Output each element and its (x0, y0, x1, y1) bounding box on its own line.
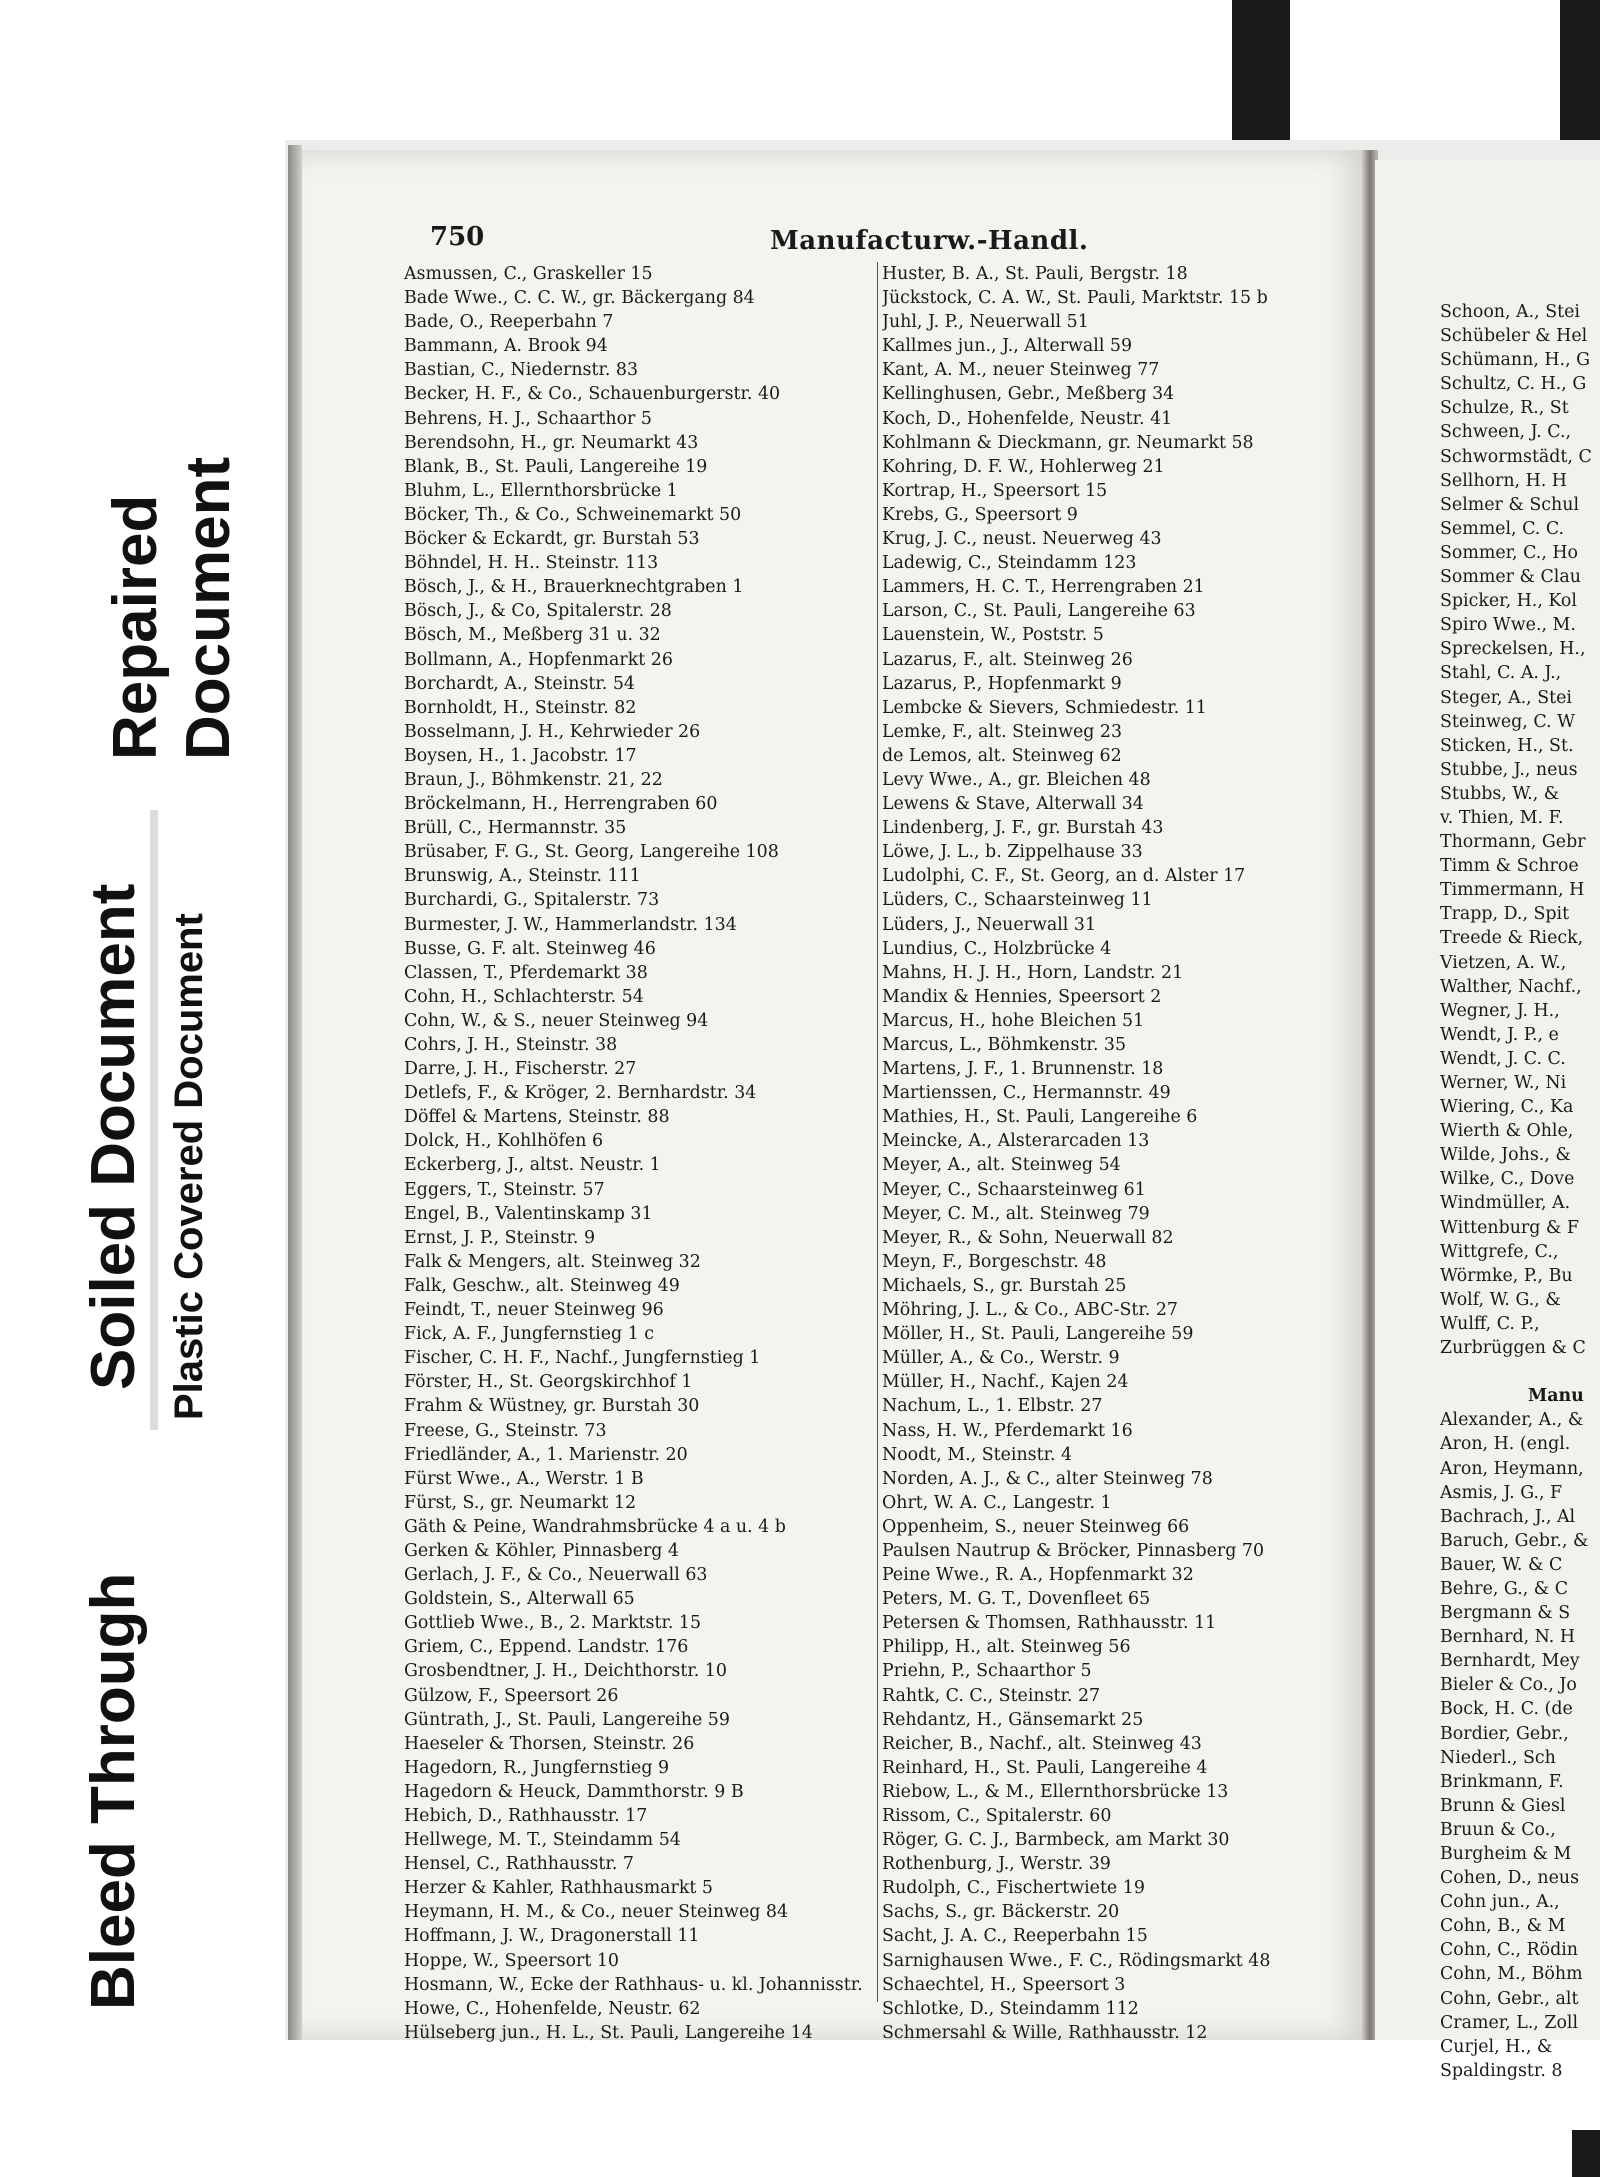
directory-entry: Lammers, H. C. T., Herrengraben 21 (882, 577, 1205, 598)
directory-entry: Manu (1528, 1386, 1584, 1407)
column-divider (877, 262, 878, 2002)
directory-entry: Meincke, A., Alsterarcaden 13 (882, 1131, 1150, 1152)
directory-entry: Nass, H. W., Pferdemarkt 16 (882, 1420, 1133, 1441)
directory-entry: Fürst, S., gr. Neumarkt 12 (404, 1492, 637, 1513)
directory-entry: Hagedorn, R., Jungfernstieg 9 (404, 1757, 670, 1778)
page-heading: Manufacturw.-Handl. (770, 226, 1089, 256)
directory-entry: Fürst Wwe., A., Werstr. 1 B (404, 1468, 644, 1489)
directory-entry: Bluhm, L., Ellernthorsbrücke 1 (404, 480, 678, 501)
directory-entry: Niederl., Sch (1440, 1747, 1556, 1768)
directory-entry: Lüders, J., Neuerwall 31 (882, 914, 1097, 935)
directory-entry: Bernhard, N. H (1440, 1627, 1575, 1648)
directory-entry: Trapp, D., Spit (1440, 904, 1570, 925)
directory-entry: Michaels, S., gr. Burstah 25 (882, 1275, 1127, 1296)
directory-entry: Mandix & Hennies, Speersort 2 (882, 986, 1162, 1007)
directory-entry: Bornholdt, H., Steinstr. 82 (404, 697, 637, 718)
directory-entry: Lindenberg, J. F., gr. Burstah 43 (882, 818, 1164, 839)
directory-entry: Philipp, H., alt. Steinweg 56 (882, 1637, 1131, 1658)
directory-entry: Dolck, H., Kohlhöfen 6 (404, 1131, 604, 1152)
directory-entry: Freese, G., Steinstr. 73 (404, 1420, 607, 1441)
directory-entry: Wittenburg & F (1440, 1217, 1579, 1238)
directory-entry: Müller, A., & Co., Werstr. 9 (882, 1348, 1120, 1369)
directory-entry: Kohring, D. F. W., Hohlerweg 21 (882, 456, 1165, 477)
directory-entry: Aron, Heymann, (1440, 1458, 1584, 1479)
directory-entry: Bösch, J., & H., Brauerknechtgraben 1 (404, 577, 744, 598)
directory-entry: Cohn, B., & M (1440, 1916, 1566, 1937)
directory-entry: Lembcke & Sievers, Schmiedestr. 11 (882, 697, 1207, 718)
directory-entry: Herzer & Kahler, Rathhausmarkt 5 (404, 1878, 713, 1899)
directory-entry: Hebich, D., Rathhausstr. 17 (404, 1806, 648, 1826)
directory-entry: Haeseler & Thorsen, Steinstr. 26 (404, 1733, 695, 1754)
directory-entry: Alexander, A., & (1440, 1410, 1584, 1431)
directory-entry: Cohn, W., & S., neuer Steinweg 94 (404, 1010, 709, 1031)
directory-entry: Bade, O., Reeperbahn 7 (404, 312, 614, 333)
directory-entry: Lewens & Stave, Alterwall 34 (882, 794, 1144, 815)
directory-entry: Spicker, H., Kol (1440, 591, 1577, 612)
directory-entry: Hagedorn & Heuck, Dammthorstr. 9 B (404, 1781, 744, 1802)
directory-entry: Lazarus, F., alt. Steinweg 26 (882, 649, 1133, 670)
directory-entry: Engel, B., Valentinskamp 31 (404, 1203, 653, 1224)
scan-corner-bar (1572, 2130, 1600, 2177)
directory-entry: Schwormstädt, C (1440, 446, 1592, 467)
directory-entry: Sarnighausen Wwe., F. C., Rödingsmarkt 48 (882, 1950, 1271, 1971)
directory-entry: Schlotke, D., Steindamm 112 (882, 1998, 1139, 2019)
directory-entry: Krebs, G., Speersort 9 (882, 504, 1078, 525)
directory-entry: Zurbrüggen & C (1440, 1338, 1586, 1359)
directory-entry: Eggers, T., Steinstr. 57 (404, 1179, 605, 1200)
page-number: 750 (430, 222, 485, 252)
directory-entry: Paulsen Nautrup & Bröcker, Pinnasberg 70 (882, 1540, 1265, 1561)
directory-entry: Eckerberg, J., altst. Neustr. 1 (404, 1155, 661, 1176)
directory-entry: Förster, H., St. Georgskirchhof 1 (404, 1372, 693, 1393)
directory-entry: Kortrap, H., Speersort 15 (882, 480, 1108, 501)
directory-entry: Martens, J. F., 1. Brunnenstr. 18 (882, 1059, 1164, 1080)
directory-entry: Behre, G., & C (1440, 1578, 1569, 1599)
directory-entry: Cohen, D., neus (1440, 1868, 1580, 1889)
directory-entry: Bösch, J., & Co, Spitalerstr. 28 (404, 601, 672, 622)
directory-entry: Peine Wwe., R. A., Hopfenmarkt 32 (882, 1565, 1194, 1586)
directory-entry: Sommer, C., Ho (1440, 542, 1579, 563)
directory-entry: Schoon, A., Stei (1440, 302, 1580, 322)
directory-entry: Fick, A. F., Jungfernstieg 1 c (404, 1324, 655, 1345)
directory-entry: Bruun & Co., (1440, 1819, 1556, 1840)
directory-entry: Wulff, C. P., (1440, 1313, 1540, 1334)
directory-entry: Asmis, J. G., F (1440, 1482, 1563, 1503)
directory-entry: Schmersahl & Wille, Rathhausstr. 12 (882, 2022, 1208, 2043)
directory-entry: Burgheim & M (1440, 1844, 1572, 1864)
directory-entry: Meyer, C. M., alt. Steinweg 79 (882, 1203, 1150, 1224)
directory-entry: Wierth & Ohle, (1440, 1121, 1574, 1142)
directory-entry: Rissom, C., Spitalerstr. 60 (882, 1806, 1112, 1826)
directory-entry: Böcker & Eckardt, gr. Burstah 53 (404, 529, 700, 550)
directory-entry: Kant, A. M., neuer Steinweg 77 (882, 360, 1160, 381)
directory-entry: Falk, Geschw., alt. Steinweg 49 (404, 1275, 680, 1296)
directory-entry: Röger, G. C. J., Barmbeck, am Markt 30 (882, 1830, 1230, 1851)
directory-entry: Steinweg, C. W (1440, 711, 1575, 732)
directory-entry: Brunswig, A., Steinstr. 111 (404, 866, 641, 887)
directory-entry: Bammann, A. Brook 94 (404, 336, 608, 357)
directory-entry: Reinhard, H., St. Pauli, Langereihe 4 (882, 1757, 1208, 1778)
directory-entry: Boysen, H., 1. Jacobstr. 17 (404, 745, 637, 766)
directory-entry: Cohn, M., Böhm (1440, 1964, 1583, 1985)
directory-entry: Sacht, J. A. C., Reeperbahn 15 (882, 1926, 1148, 1947)
directory-entry: Timmermann, H (1440, 880, 1585, 901)
directory-entry: Hensel, C., Rathhausstr. 7 (404, 1854, 634, 1875)
directory-entry: Steger, A., Stei (1440, 687, 1572, 708)
soiled-document-text: Soiled Document (79, 883, 148, 1390)
directory-entry: Schween, J. C., (1440, 422, 1571, 443)
directory-entry: Schaechtel, H., Speersort 3 (882, 1974, 1126, 1995)
directory-entry: Riebow, L., & M., Ellernthorsbrücke 13 (882, 1781, 1229, 1802)
directory-entry: Aron, H. (engl. (1440, 1434, 1571, 1455)
directory-entry: Busse, G. F. alt. Steinweg 46 (404, 938, 656, 959)
directory-entry: Friedländer, A., 1. Marienstr. 20 (404, 1444, 688, 1465)
directory-entry: Burchardi, G., Spitalerstr. 73 (404, 890, 660, 911)
directory-entry: Vietzen, A. W., (1440, 952, 1567, 973)
directory-entry: Burmester, J. W., Hammerlandstr. 134 (404, 914, 737, 935)
directory-entry: Mahns, H. J. H., Horn, Landstr. 21 (882, 962, 1184, 983)
directory-entry: Brüsaber, F. G., St. Georg, Langereihe 108 (404, 842, 779, 863)
directory-entry: Meyer, C., Schaarsteinweg 61 (882, 1179, 1146, 1200)
directory-entry: Bernhardt, Mey (1440, 1651, 1580, 1672)
directory-entry: Grosbendtner, J. H., Deichthorstr. 10 (404, 1661, 727, 1682)
directory-entry: Möhring, J. L., & Co., ABC-Str. 27 (882, 1300, 1178, 1321)
directory-entry: Norden, A. J., & C., alter Steinweg 78 (882, 1468, 1213, 1489)
directory-entry: Ludolphi, C. F., St. Georg, an d. Alster 17 (882, 866, 1246, 887)
directory-entry: Bröckelmann, H., Herrengraben 60 (404, 794, 718, 815)
directory-entry: Hülseberg jun., H. L., St. Pauli, Langereihe 14 (404, 2022, 813, 2043)
directory-entry: Wörmke, P., Bu (1440, 1265, 1573, 1286)
next-page-column (1440, 300, 1592, 2083)
directory-entry: Berendsohn, H., gr. Neumarkt 43 (404, 432, 699, 453)
directory-entry: Schultz, C. H., G (1440, 374, 1587, 395)
directory-entry: Gerken & Köhler, Pinnasberg 4 (404, 1540, 679, 1561)
directory-entry: Wegner, J. H., (1440, 1000, 1560, 1021)
directory-entry: Sticken, H., St. (1440, 735, 1574, 756)
directory-entry: Werner, W., Ni (1440, 1073, 1567, 1093)
directory-entry: Priehn, P., Schaarthor 5 (882, 1661, 1092, 1682)
directory-entry: Bosselmann, J. H., Kehrwieder 26 (404, 721, 701, 742)
directory-entry: Howe, C., Hohenfelde, Neustr. 62 (404, 1998, 701, 2019)
directory-entry: Curjel, H., & (1440, 2036, 1553, 2057)
directory-entry: Ohrt, W. A. C., Langestr. 1 (882, 1492, 1112, 1513)
directory-entry: Semmel, C. C. (1440, 518, 1565, 539)
directory-entry: Wendt, J. P., e (1440, 1024, 1559, 1045)
directory-entry: Oppenheim, S., neuer Steinweg 66 (882, 1516, 1190, 1537)
directory-entry: Müller, H., Nachf., Kajen 24 (882, 1372, 1129, 1393)
directory-entry: Baruch, Gebr., & (1440, 1530, 1589, 1551)
label-shadow (150, 810, 158, 1430)
left-column (404, 262, 874, 2045)
directory-entry: Lauenstein, W., Poststr. 5 (882, 625, 1104, 646)
plastic-covered-text: Plastic Covered Document (167, 913, 211, 1420)
directory-entry: Güntrath, J., St. Pauli, Langereihe 59 (404, 1709, 730, 1730)
directory-entry: Bade Wwe., C. C. W., gr. Bäckergang 84 (404, 288, 755, 309)
directory-entry: Lundius, C., Holzbrücke 4 (882, 938, 1112, 959)
bleed-through-label (60, 1450, 150, 2020)
directory-entry: Timm & Schroe (1440, 856, 1579, 877)
directory-entry: Bachrach, J., Al (1440, 1506, 1576, 1527)
directory-entry: Gerlach, J. F., & Co., Neuerwall 63 (404, 1565, 708, 1586)
directory-entry: Cohn, C., Rödin (1440, 1940, 1578, 1961)
directory-entry: Kellinghusen, Gebr., Meßberg 34 (882, 384, 1175, 405)
directory-entry: Levy Wwe., A., gr. Bleichen 48 (882, 769, 1151, 790)
directory-entry: Brüll, C., Hermannstr. 35 (404, 818, 627, 839)
directory-entry: Wendt, J. C. C. (1440, 1048, 1566, 1069)
directory-entry: Sommer & Clau (1440, 567, 1581, 588)
directory-entry: Petersen & Thomsen, Rathhausstr. 11 (882, 1613, 1217, 1634)
directory-entry: Koch, D., Hohenfelde, Neustr. 41 (882, 408, 1173, 429)
page-edge (288, 145, 302, 2040)
directory-entry: Gottlieb Wwe., B., 2. Marktstr. 15 (404, 1613, 702, 1634)
directory-entry: Reicher, B., Nachf., alt. Steinweg 43 (882, 1733, 1202, 1754)
directory-entry: Bieler & Co., Jo (1440, 1675, 1577, 1696)
directory-entry: Larson, C., St. Pauli, Langereihe 63 (882, 601, 1196, 622)
directory-entry: Böhndel, H. H.. Steinstr. 113 (404, 553, 659, 574)
directory-entry: Darre, J. H., Fischerstr. 27 (404, 1059, 637, 1080)
directory-entry (1440, 1360, 1592, 1384)
plastic-covered-label (155, 830, 225, 1430)
directory-entry: Cohn, Gebr., alt (1440, 1988, 1579, 2009)
directory-entry: Wilde, Johs., & (1440, 1145, 1571, 1166)
directory-entry: Möller, H., St. Pauli, Langereihe 59 (882, 1324, 1194, 1345)
directory-entry: v. Thien, M. F. (1440, 807, 1564, 828)
directory-entry: Wittgrefe, C., (1440, 1241, 1559, 1262)
directory-entry: Bordier, Gebr., (1440, 1723, 1569, 1744)
directory-entry: Sachs, S., gr. Bäckerstr. 20 (882, 1902, 1120, 1923)
directory-entry: Krug, J. C., neust. Neuerweg 43 (882, 529, 1162, 550)
directory-entry: Goldstein, S., Alterwall 65 (404, 1589, 635, 1610)
directory-entry: Cohrs, J. H., Steinstr. 38 (404, 1035, 618, 1055)
directory-entry: Böcker, Th., & Co., Schweinemarkt 50 (404, 504, 742, 525)
directory-entry: Asmussen, C., Graskeller 15 (404, 264, 653, 284)
directory-entry: Treede & Rieck, (1440, 928, 1584, 949)
directory-entry: Ladewig, C., Steindamm 123 (882, 553, 1137, 574)
directory-entry: Classen, T., Pferdemarkt 38 (404, 962, 648, 983)
directory-entry: Schulze, R., St (1440, 398, 1569, 419)
directory-entry: Rothenburg, J., Werstr. 39 (882, 1854, 1111, 1875)
directory-entry: Gäth & Peine, Wandrahmsbrücke 4 a u. 4 b (404, 1516, 786, 1537)
directory-entry: Wiering, C., Ka (1440, 1097, 1574, 1118)
directory-entry: Bösch, M., Meßberg 31 u. 32 (404, 625, 661, 646)
directory-entry: Bock, H. C. (de (1440, 1699, 1573, 1720)
directory-entry: Schümann, H., G (1440, 350, 1591, 371)
soiled-document-label (60, 830, 150, 1400)
directory-entry: Marcus, H., hohe Bleichen 51 (882, 1010, 1145, 1031)
directory-entry: Spreckelsen, H., (1440, 639, 1586, 660)
directory-entry: Meyer, A., alt. Steinweg 54 (882, 1155, 1121, 1176)
directory-entry: Kohlmann & Dieckmann, gr. Neumarkt 58 (882, 432, 1254, 453)
directory-entry: Feindt, T., neuer Steinweg 96 (404, 1300, 664, 1321)
directory-entry: Marcus, L., Böhmkenstr. 35 (882, 1035, 1127, 1055)
directory-entry: Brunn & Giesl (1440, 1795, 1566, 1816)
directory-entry: Meyn, F., Borgeschstr. 48 (882, 1251, 1107, 1272)
directory-entry: Bergmann & S (1440, 1603, 1571, 1624)
directory-entry: Löwe, J. L., b. Zippelhause 33 (882, 842, 1143, 863)
directory-entry: Walther, Nachf., (1440, 976, 1582, 997)
directory-entry: Bastian, C., Niedernstr. 83 (404, 360, 639, 381)
directory-entry: Becker, H. F., & Co., Schauenburgerstr. 40 (404, 384, 781, 405)
directory-entry: Bollmann, A., Hopfenmarkt 26 (404, 649, 673, 670)
directory-entry: Hoffmann, J. W., Dragonerstall 11 (404, 1926, 700, 1947)
directory-entry: Selmer & Schul (1440, 494, 1580, 515)
directory-entry: Ernst, J. P., Steinstr. 9 (404, 1227, 596, 1248)
directory-entry: Thormann, Gebr (1440, 832, 1586, 853)
repaired-document-label (95, 330, 265, 770)
directory-entry: Sellhorn, H. H (1440, 470, 1567, 491)
directory-entry: Peters, M. G. T., Dovenfleet 65 (882, 1589, 1151, 1610)
directory-entry: Lemke, F., alt. Steinweg 23 (882, 721, 1123, 742)
directory-entry: Schübeler & Hel (1440, 326, 1588, 347)
directory-entry: Spaldingstr. 8 (1440, 2060, 1563, 2081)
directory-entry: Jückstock, C. A. W., St. Pauli, Marktstr. 15 b (882, 288, 1268, 309)
directory-entry: Braun, J., Böhmkenstr. 21, 22 (404, 769, 663, 790)
directory-entry: Frahm & Wüstney, gr. Burstah 30 (404, 1396, 700, 1417)
directory-entry: Heymann, H. M., & Co., neuer Steinweg 84 (404, 1902, 789, 1923)
directory-entry: Noodt, M., Steinstr. 4 (882, 1444, 1073, 1465)
directory-entry: Lüders, C., Schaarsteinweg 11 (882, 890, 1153, 911)
directory-entry: Cohn, H., Schlachterstr. 54 (404, 986, 644, 1007)
directory-entry: Brinkmann, F. (1440, 1771, 1564, 1792)
directory-entry: Martienssen, C., Hermannstr. 49 (882, 1083, 1171, 1104)
directory-entry: Borchardt, A., Steinstr. 54 (404, 673, 635, 694)
directory-entry: Lazarus, P., Hopfenmarkt 9 (882, 673, 1122, 694)
directory-entry: Juhl, J. P., Neuerwall 51 (882, 312, 1089, 333)
directory-entry: Bauer, W. & C (1440, 1554, 1563, 1575)
right-column (882, 262, 1332, 2045)
directory-entry: Döffel & Martens, Steinstr. 88 (404, 1107, 670, 1128)
directory-entry: Cramer, L., Zoll (1440, 2012, 1579, 2033)
directory-entry: Gülzow, F., Speersort 26 (404, 1685, 619, 1706)
directory-entry: Wolf, W. G., & (1440, 1289, 1561, 1310)
directory-entry: Hoppe, W., Speersort 10 (404, 1950, 619, 1971)
directory-entry: Stubbs, W., & (1440, 783, 1560, 804)
directory-entry: Hosmann, W., Ecke der Rathhaus- u. kl. Johannisstr. (404, 1974, 863, 1995)
repaired-text: Repaired (101, 494, 170, 760)
directory-entry: Wilke, C., Dove (1440, 1169, 1575, 1190)
directory-entry: Mathies, H., St. Pauli, Langereihe 6 (882, 1107, 1198, 1128)
directory-entry: Blank, B., St. Pauli, Langereihe 19 (404, 456, 708, 477)
directory-entry: Nachum, L., 1. Elbstr. 27 (882, 1396, 1103, 1417)
directory-entry: Hellwege, M. T., Steindamm 54 (404, 1830, 681, 1851)
directory-entry: Rehdantz, H., Gänsemarkt 25 (882, 1709, 1144, 1730)
directory-entry: de Lemos, alt. Steinweg 62 (882, 745, 1122, 766)
directory-entry: Behrens, H. J., Schaarthor 5 (404, 408, 652, 429)
scan-clip-bar (1232, 0, 1290, 160)
directory-entry: Detlefs, F., & Kröger, 2. Bernhardstr. 34 (404, 1083, 757, 1104)
directory-entry: Kallmes jun., J., Alterwall 59 (882, 336, 1133, 357)
document-text: Document (174, 456, 243, 760)
directory-entry: Rahtk, C. C., Steinstr. 27 (882, 1685, 1101, 1706)
directory-entry: Falk & Mengers, alt. Steinweg 32 (404, 1251, 701, 1272)
directory-entry: Windmüller, A. (1440, 1193, 1571, 1214)
directory-entry: Fischer, C. H. F., Nachf., Jungfernstieg 1 (404, 1348, 761, 1369)
directory-entry: Rudolph, C., Fischertwiete 19 (882, 1878, 1145, 1899)
bleed-through-text: Bleed Through (79, 1572, 148, 2010)
directory-entry: Meyer, R., & Sohn, Neuerwall 82 (882, 1227, 1174, 1248)
directory-entry: Stubbe, J., neus (1440, 759, 1578, 780)
directory-entry: Cohn jun., A., (1440, 1892, 1560, 1913)
directory-entry: Huster, B. A., St. Pauli, Bergstr. 18 (882, 264, 1188, 284)
directory-entry: Griem, C., Eppend. Landstr. 176 (404, 1637, 689, 1658)
directory-entry: Stahl, C. A. J., (1440, 663, 1562, 684)
directory-entry: Spiro Wwe., M. (1440, 615, 1576, 636)
